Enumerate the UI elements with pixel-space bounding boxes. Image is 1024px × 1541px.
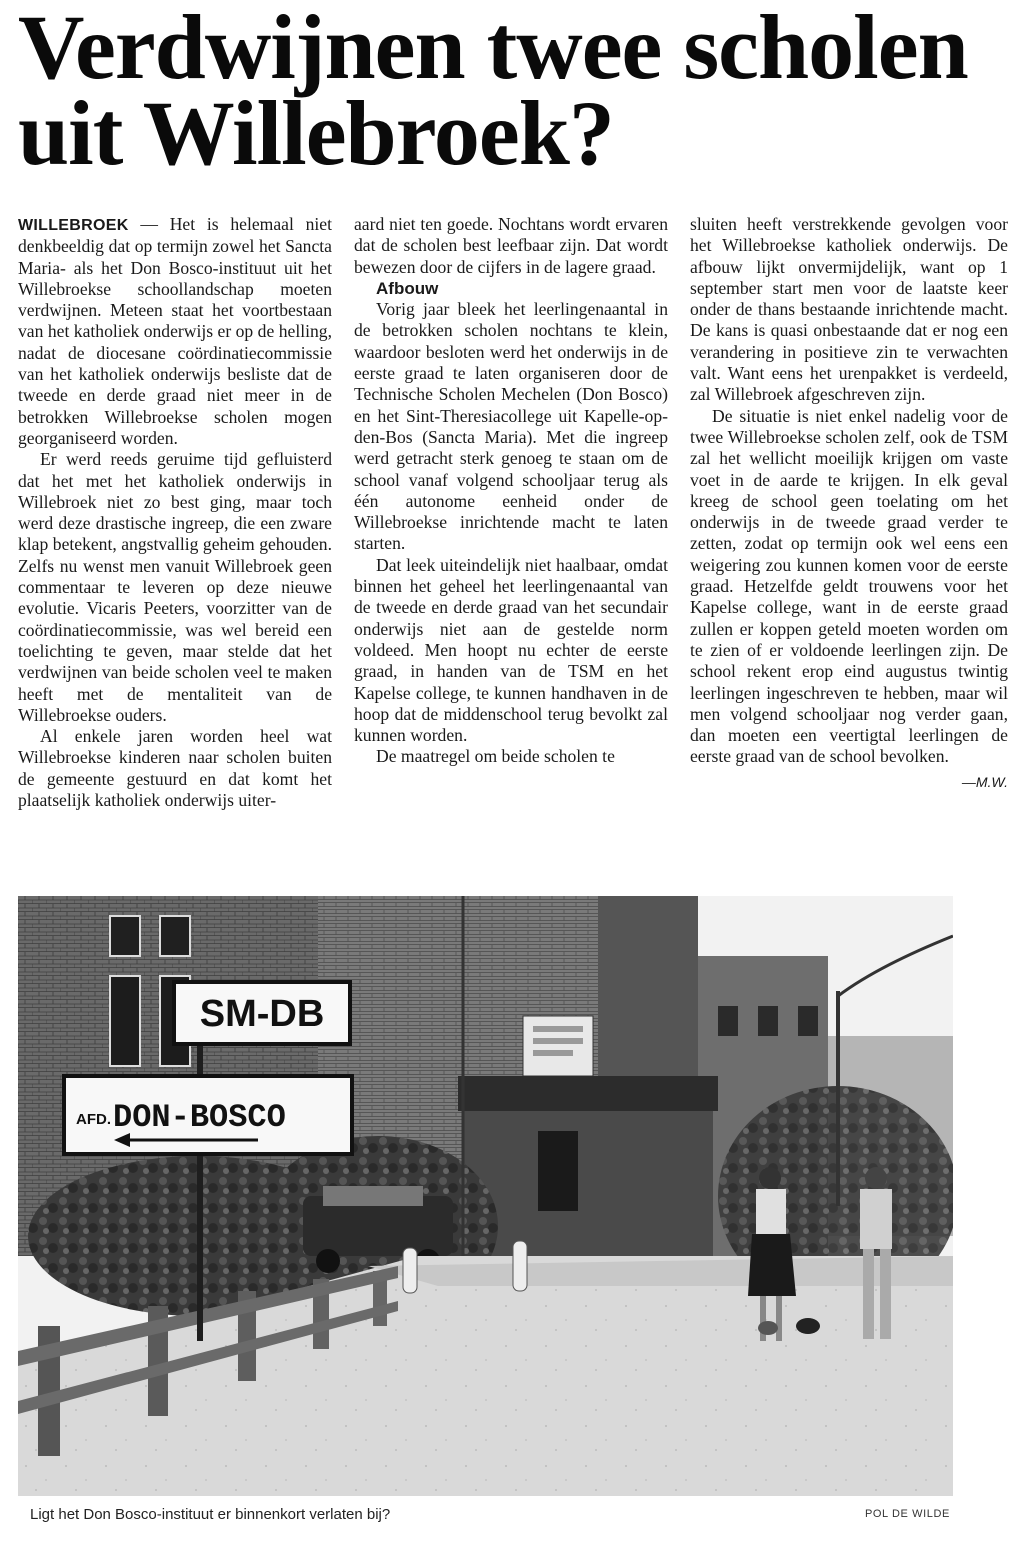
article-paragraph-4: Vorig jaar bleek het leerlingenaantal in de betrokken scholen nochtans te klein, waardoor besloten werd het onderwijs in de eerste graad te laten organiseren door de Technische Scholen Mechelen (Don Bosco) en het Sint-Theresiacollege uit Kapelle-op-den-Bos (Sancta Maria). Met die ingreep werd getracht sterk genoeg te staan om de school vanaf volgend schooljaar terug als één autonome eenheid onder de Willebroekse inrichtende macht te laten starten.	[354, 299, 668, 554]
article-column-1	[18, 214, 332, 811]
article-paragraph-2: Er werd reeds geruime tijd gefluisterd dat het met het katholiek onderwijs in Willebroek niet zo best ging, maar toch werd deze drastische ingreep, die een zware klap betekent, angstvallig geheim gehouden. Zelfs nu wenst men vanuit Willebroek geen commentaar te leveren op deze nieuwe evolutie. Vicaris Peeters, voorzitter van de coördinatiecommissie, was wel bereid een toelichting te geven, maar stelde dat het verdwijnen van beide scholen veel te maken heeft met de mentaliteit van de Willebroekse ouders.	[18, 449, 332, 725]
photo-caption: Ligt het Don Bosco-instituut er binnenkort verlaten bij?	[30, 1506, 391, 1523]
article-paragraph-7: De situatie is niet enkel nadelig voor de twee Willebroekse scholen zelf, ook de TSM zal het wellicht moeilijk krijgen om vaste voet in de aarde te krijgen. In elk geval kreeg de school geen toelating om het onderwijs in de tweede graad verder te zetten, zodat op termijn ook wel eens een weigering zou kunnen komen voor de eerste graad. Hetzelfde geldt trouwens voor het Kapelse college, want in de eerste graad zullen er koppen geteld moeten worden om te zien of er voldoende leerlingen zijn. De school rekent erop eind augustus twintig leerlingen ingeschreven te hebben, maar wil men volgend schooljaar nog verder gaan, dan moeten een veertigtal leerlingen de eerste graad van de school bevolken.	[690, 405, 1008, 767]
article-column-3	[690, 214, 1008, 793]
sign-don-bosco-prefix: AFD.	[76, 1111, 111, 1128]
article-paragraph-3-start: Al enkele jaren worden heel wat Willebroekse kinderen naar scholen buiten de gemeente gestuurd en dat komt het plaatselijk katholiek onderwijs uiter-	[18, 726, 332, 811]
street-photo	[18, 896, 953, 1496]
headline-line-2: uit Willebroek?	[18, 82, 614, 184]
headline	[18, 0, 1008, 184]
headline-line-1: Verdwijnen twee scholen	[18, 0, 968, 98]
sign-don-bosco	[64, 1076, 352, 1154]
sign-sm-db	[174, 982, 350, 1044]
byline: —M.W.	[961, 773, 1008, 790]
subhead: Afbouw	[376, 278, 439, 298]
article-paragraph-1: WILLEBROEK — Het is helemaal niet denkbeeldig dat op termijn zowel het Sancta Maria- als het Don Bosco-instituut uit het Willebroekse schoollandschap moeten verdwijnen. Meteen staat het voortbestaan van het katholiek onderwijs er op de helling, nadat de diocesane coördinatiecommissie van het katholiek onderwijs besliste dat de tweede en derde graad niet meer in de betrokken Willebroekse scholen mogen georganiseerd worden.	[18, 214, 333, 448]
article-paragraph-6-start: De maatregel om beide scholen te	[376, 746, 615, 767]
photo-credit: POL DE WILDE	[864, 1508, 950, 1520]
article-paragraph-3-end: aard niet ten goede. Nochtans wordt ervaren dat de scholen best leefbaar zijn. Dat wordt bewezen door de cijfers in de lagere graad.	[354, 214, 668, 277]
article-paragraph-6-end: sluiten heeft verstrekkende gevolgen voor het Willebroekse katholiek onderwijs. De afbouw lijkt onvermijdelijk, want op 1 september start men voor de laatste keer onder de thans bestaande inrichtende macht. De kans is quasi onbestaande dat er nog een verandering in positieve zin te verwachten valt. Want eens het urenpakket is verdeeld, zal Willebroek afgeschreven zijn.	[690, 214, 1008, 405]
sign-don-bosco-label: DON-BOSCO	[113, 1099, 286, 1136]
sign-sm-db-label: SM-DB	[199, 993, 325, 1035]
dateline: WILLEBROEK	[18, 217, 129, 234]
article-column-2	[354, 214, 668, 768]
article-paragraph-5: Dat leek uiteindelijk niet haalbaar, omdat binnen het geheel het leerlingenaantal van de tweede en derde graad van het secundair onderwijs niet aan de gestelde norm voldeed. Men hoopt nu echter de eerste graad, in handen van de TSM en het Kapelse college, te kunnen handhaven in de hoop dat de middenschool terug bevolkt zal kunnen worden.	[354, 554, 668, 746]
